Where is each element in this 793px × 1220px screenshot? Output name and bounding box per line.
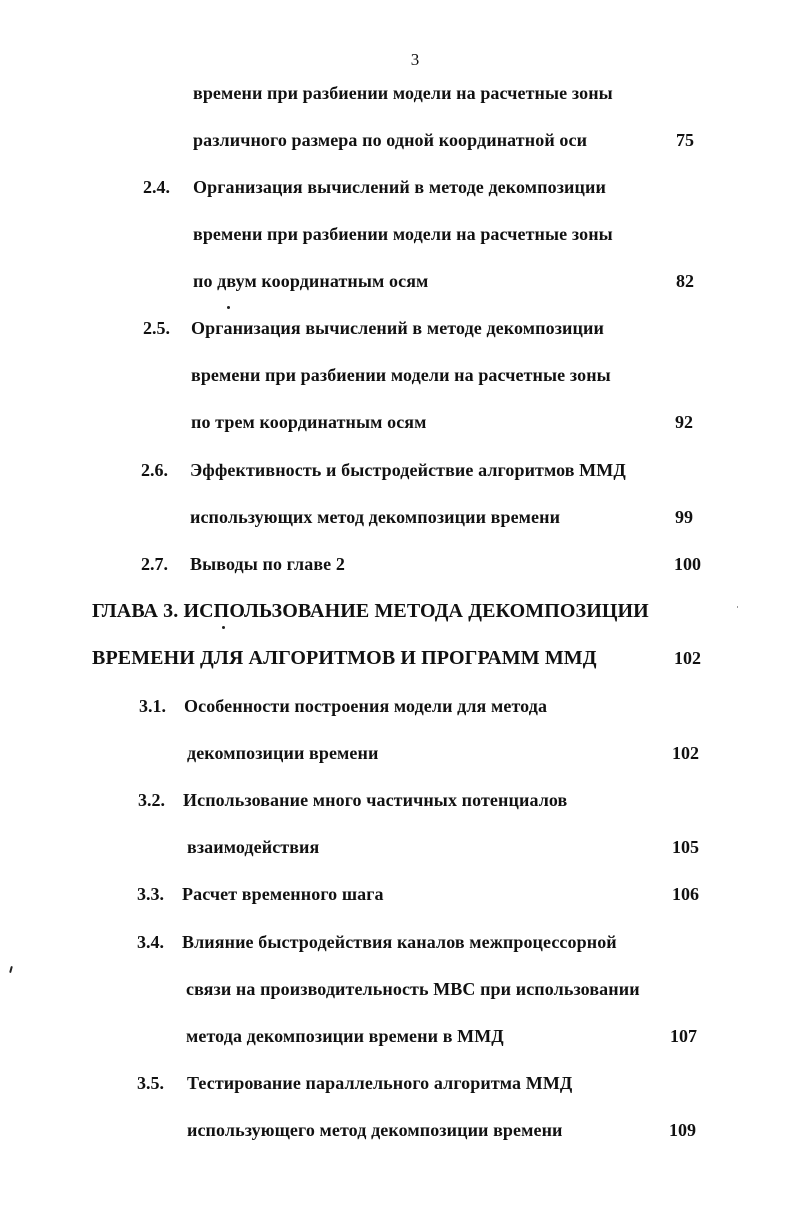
toc-number-2-6: 2.6. xyxy=(141,460,168,480)
toc-number-2-5: 2.5. xyxy=(143,318,170,338)
toc-line-2-5-a: Организация вычислений в методе декомпозиции xyxy=(191,318,604,338)
toc-number-2-7: 2.7. xyxy=(141,554,168,574)
toc-number-3-4: 3.4. xyxy=(137,932,164,952)
scan-speck xyxy=(737,606,738,608)
toc-line-2-4-a: Организация вычислений в методе декомпозиции xyxy=(193,177,606,197)
toc-number-3-2: 3.2. xyxy=(138,790,165,810)
toc-chapter-3-a: ГЛАВА 3. ИСПОЛЬЗОВАНИЕ МЕТОДА ДЕКОМПОЗИЦИИ xyxy=(92,600,649,622)
toc-line-3-2-a: Использование много частичных потенциалов xyxy=(183,790,568,810)
page-number: 3 xyxy=(410,50,420,69)
toc-line-3-2-b: взаимодействия xyxy=(187,837,320,857)
toc-line-cont-2-3-b: различного размера по одной координатной оси xyxy=(193,130,588,150)
toc-line-3-4-b: связи на производительность МВС при использовании xyxy=(186,979,640,999)
scan-speck xyxy=(222,626,225,629)
toc-page-2-4: 82 xyxy=(676,271,694,291)
toc-line-2-6-b: использующих метод декомпозиции времени xyxy=(190,507,561,527)
toc-line-3-5-a: Тестирование параллельного алгоритма ММД xyxy=(187,1073,573,1093)
toc-line-2-5-c: по трем координатным осям xyxy=(191,412,427,432)
scan-speck xyxy=(9,966,13,973)
toc-line-2-6-a: Эффективность и быстродействие алгоритмов ММД xyxy=(190,460,626,480)
toc-number-3-3: 3.3. xyxy=(137,884,164,904)
scan-speck xyxy=(227,306,230,309)
toc-line-3-1-a: Особенности построения модели для метода xyxy=(184,696,548,716)
toc-page-3-5: 109 xyxy=(669,1120,696,1140)
toc-line-3-4-a: Влияние быстродействия каналов межпроцессорной xyxy=(182,932,617,952)
toc-line-3-4-c: метода декомпозиции времени в ММД xyxy=(186,1026,504,1046)
toc-line-3-3: Расчет временного шага xyxy=(182,884,384,904)
toc-page-2-5: 92 xyxy=(675,412,693,432)
toc-line-2-4-b: времени при разбиении модели на расчетные зоны xyxy=(193,224,613,244)
toc-line-3-1-b: декомпозиции времени xyxy=(187,743,379,763)
toc-page-2-7: 100 xyxy=(674,554,701,574)
toc-page-cont-2-3: 75 xyxy=(676,130,694,150)
toc-line-cont-2-3-a: времени при разбиении модели на расчетные зоны xyxy=(193,83,613,103)
toc-page-3-3: 106 xyxy=(672,884,699,904)
toc-line-2-4-c: по двум координатным осям xyxy=(193,271,429,291)
toc-line-3-5-b: использующего метод декомпозиции времени xyxy=(187,1120,563,1140)
toc-page-3-1: 102 xyxy=(672,743,699,763)
toc-line-2-5-b: времени при разбиении модели на расчетные зоны xyxy=(191,365,611,385)
toc-page-3-2: 105 xyxy=(672,837,699,857)
toc-page-3-4: 107 xyxy=(670,1026,697,1046)
toc-number-3-1: 3.1. xyxy=(139,696,166,716)
toc-number-3-5: 3.5. xyxy=(137,1073,164,1093)
toc-page-2-6: 99 xyxy=(675,507,693,527)
toc-chapter-3-b: ВРЕМЕНИ ДЛЯ АЛГОРИТМОВ И ПРОГРАММ ММД xyxy=(92,647,597,669)
toc-number-2-4: 2.4. xyxy=(143,177,170,197)
toc-page-chapter-3: 102 xyxy=(674,648,701,668)
toc-line-2-7: Выводы по главе 2 xyxy=(190,554,345,574)
